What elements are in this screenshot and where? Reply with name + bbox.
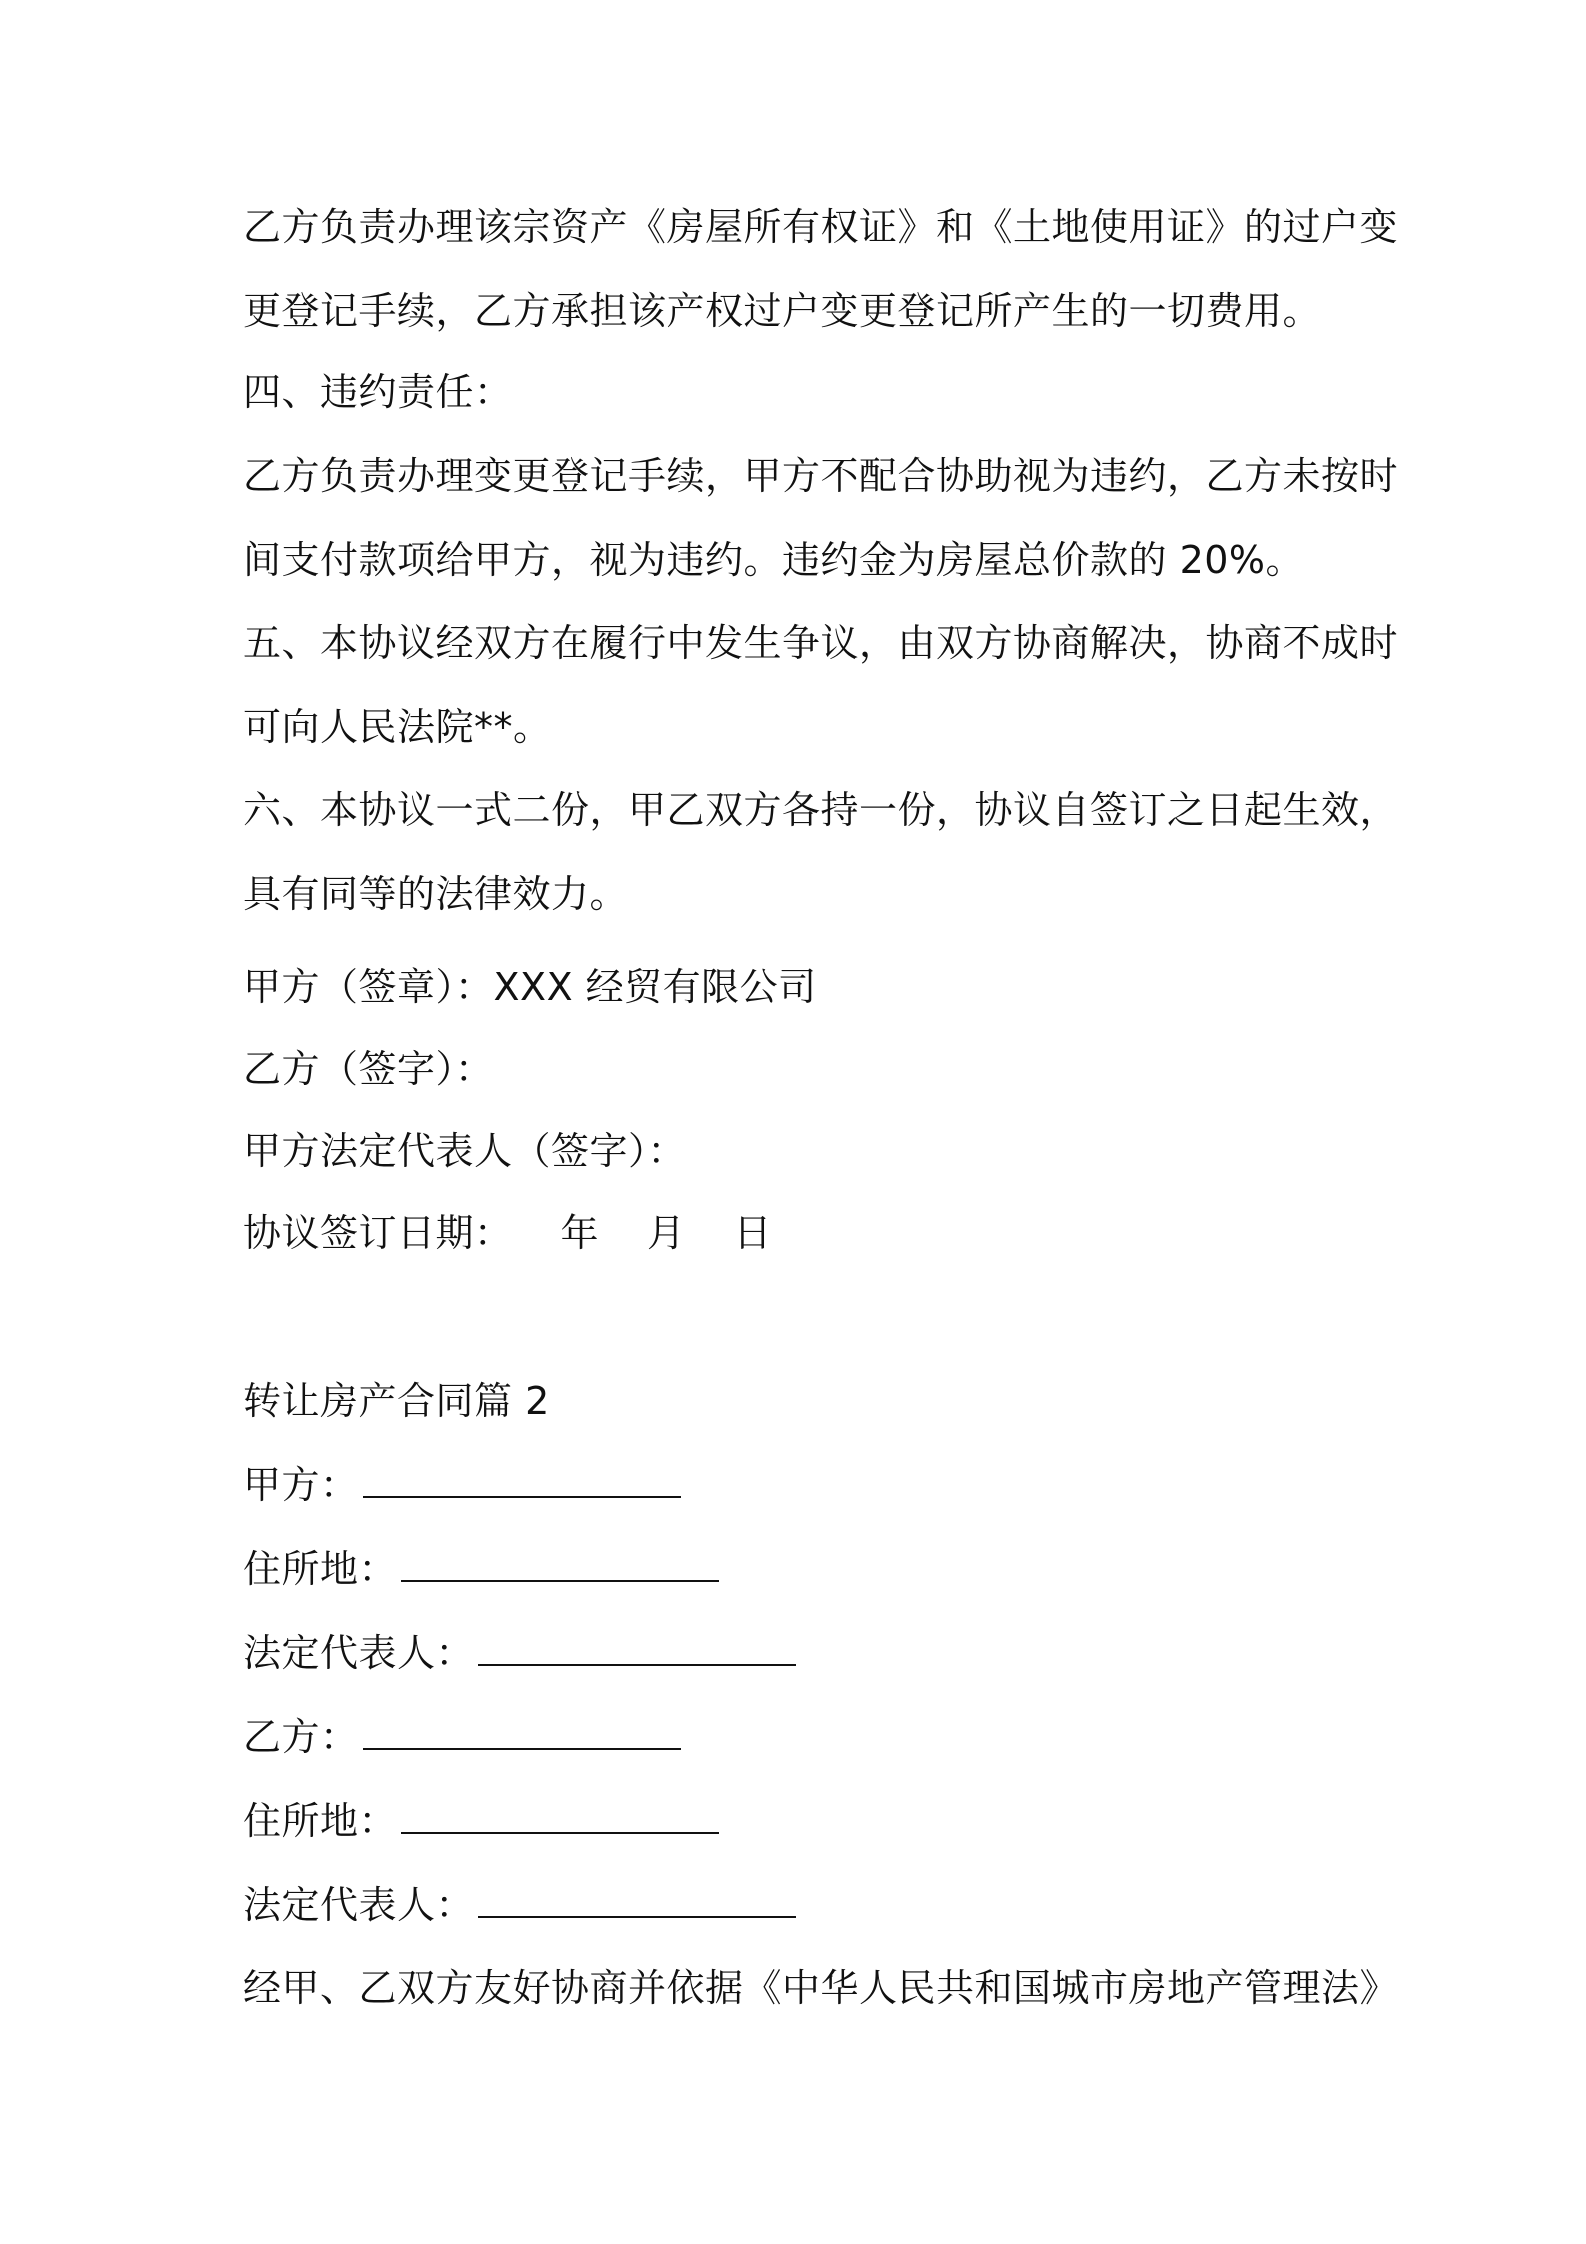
party-b-blank [363, 1714, 681, 1750]
party-b-address-label: 住所地： [243, 1799, 398, 1843]
contract2-party-a-row [243, 1460, 1363, 1510]
party-b-rep-label: 法定代表人： [243, 1883, 475, 1927]
party-b-rep-blank [478, 1882, 796, 1918]
signing-date-line [243, 1208, 1363, 1258]
contract2-party-a-address-row [243, 1544, 1363, 1594]
signing-date-label: 协议签订日期： [243, 1211, 513, 1255]
party-a-rep-blank [478, 1630, 796, 1666]
party-b-label: 乙方： [243, 1715, 359, 1759]
contract2-party-a-rep-row [243, 1628, 1363, 1678]
signature-legal-representative: 甲方法定代表人（签字）： [243, 1129, 687, 1173]
party-a-address-blank [401, 1546, 719, 1582]
clause3-line-2: 更登记手续，乙方承担该产权过户变更登记所产生的一切费用。 [243, 289, 1322, 333]
party-b-address-blank [401, 1798, 719, 1834]
contract2-intro-line: 经甲、乙双方友好协商并依据《中华人民共和国城市房地产管理法》 [243, 1966, 1399, 2010]
contract2-party-b-row [243, 1712, 1363, 1762]
party-a-rep-label: 法定代表人： [243, 1631, 475, 1675]
clause4-heading: 四、违约责任： [243, 370, 513, 414]
clause6-line-2: 具有同等的法律效力。 [243, 872, 629, 916]
party-a-blank [363, 1462, 681, 1498]
clause3-line-1: 乙方负责办理该宗资产《房屋所有权证》和《土地使用证》的过户变 [243, 205, 1399, 249]
signing-date-day: 日 [733, 1211, 773, 1255]
clause4-line-2: 间支付款项给甲方，视为违约。违约金为房屋总价款的 20%。 [243, 538, 1305, 582]
party-a-label: 甲方： [243, 1463, 359, 1507]
clause5-line-2: 可向人民法院**。 [243, 705, 552, 749]
contract2-party-b-rep-row [243, 1880, 1363, 1930]
clause5-line-1: 五、本协议经双方在履行中发生争议，由双方协商解决，协商不成时 [243, 621, 1399, 665]
signing-date-year: 年 [560, 1211, 600, 1255]
signature-party-b: 乙方（签字）： [243, 1047, 494, 1091]
signature-party-a: 甲方（签章）：XXX 经贸有限公司 [243, 965, 817, 1009]
clause6-line-1: 六、本协议一式二份，甲乙双方各持一份，协议自签订之日起生效， [243, 788, 1399, 832]
party-a-address-label: 住所地： [243, 1547, 398, 1591]
signing-date-month: 月 [647, 1211, 686, 1255]
clause4-line-1: 乙方负责办理变更登记手续，甲方不配合协助视为违约，乙方未按时 [243, 454, 1399, 498]
contract2-party-b-address-row [243, 1796, 1363, 1846]
contract2-title: 转让房产合同篇 2 [243, 1379, 550, 1423]
